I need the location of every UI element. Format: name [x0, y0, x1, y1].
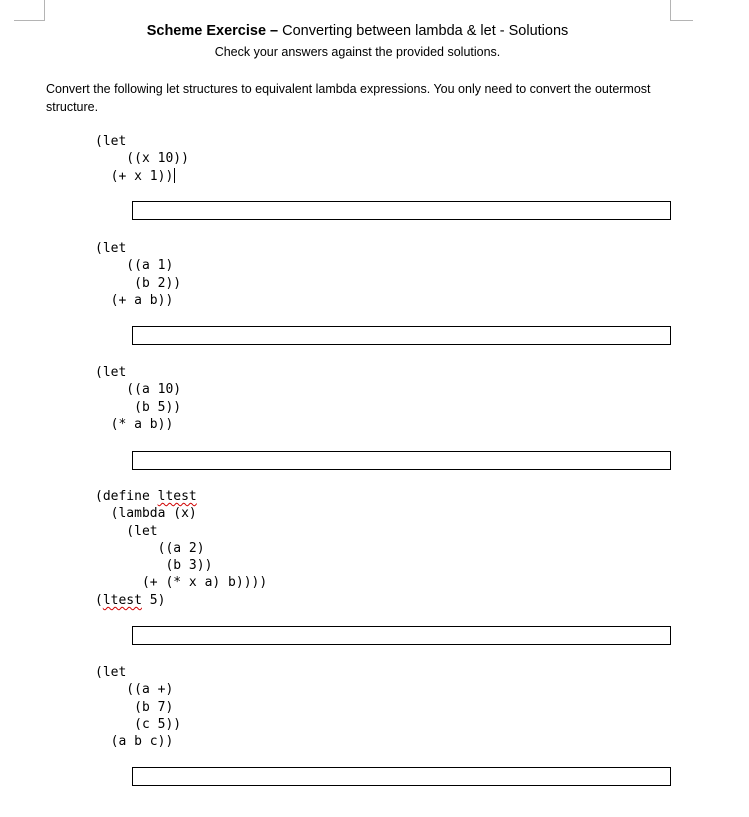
code-line: (+ (* x a) b))))	[95, 575, 268, 591]
code-text: (	[95, 592, 103, 608]
code-text: (define	[95, 489, 158, 504]
code-line: (b 3))	[95, 558, 213, 574]
code-line: (let	[95, 365, 127, 380]
code-line: ((x 10))	[95, 151, 189, 167]
spellcheck-word: ltest	[157, 489, 197, 504]
spellcheck-word: ltest	[102, 592, 142, 608]
code-text: 5)	[141, 592, 166, 608]
exercise-1-code	[95, 133, 189, 185]
code-line	[95, 592, 267, 609]
code-line: ((a 1)	[95, 258, 174, 274]
code-line: (b 2))	[95, 275, 182, 291]
code-line: (b 7)	[95, 699, 174, 715]
code-line: (let	[95, 665, 127, 680]
crop-mark-top-right	[670, 0, 693, 21]
exercise-3-code	[95, 364, 181, 433]
code-line: (let	[95, 523, 158, 539]
code-line: ((a +)	[95, 682, 174, 698]
code-line: (c 5))	[95, 716, 182, 732]
code-line: ((a 2)	[95, 540, 205, 556]
code-line: (let	[95, 134, 127, 149]
code-line: (let	[95, 241, 127, 256]
crop-mark-top-left	[14, 0, 45, 21]
code-line: (* a b))	[95, 416, 174, 432]
title-rest: Converting between lambda & let - Solutions	[278, 23, 569, 39]
code-line: (a b c))	[95, 734, 174, 750]
page-title	[0, 23, 715, 39]
page-subtitle: Check your answers against the provided solutions.	[214, 45, 501, 59]
code-line: (+ a b))	[95, 292, 174, 308]
answer-box-4[interactable]	[132, 626, 671, 645]
code-line	[95, 168, 189, 185]
exercise-2-code	[95, 240, 181, 309]
answer-box-2[interactable]	[132, 326, 671, 345]
text-cursor	[174, 168, 175, 183]
exercise-5-code	[95, 664, 181, 750]
code-line: (b 5))	[95, 399, 182, 415]
title-bold: Scheme Exercise –	[146, 23, 279, 39]
instructions-paragraph: Convert the following let structures to equivalent lambda expressions. You only need to convert the outermost structure.	[46, 82, 651, 114]
code-line: (lambda (x)	[95, 506, 197, 522]
answer-box-5[interactable]	[132, 767, 671, 786]
exercise-4-code	[95, 488, 267, 609]
code-line	[95, 488, 267, 505]
answer-box-1[interactable]	[132, 201, 671, 220]
answer-box-3[interactable]	[132, 451, 671, 470]
code-line: ((a 10)	[95, 382, 182, 398]
code-line-text: (+ x 1))	[95, 168, 174, 184]
